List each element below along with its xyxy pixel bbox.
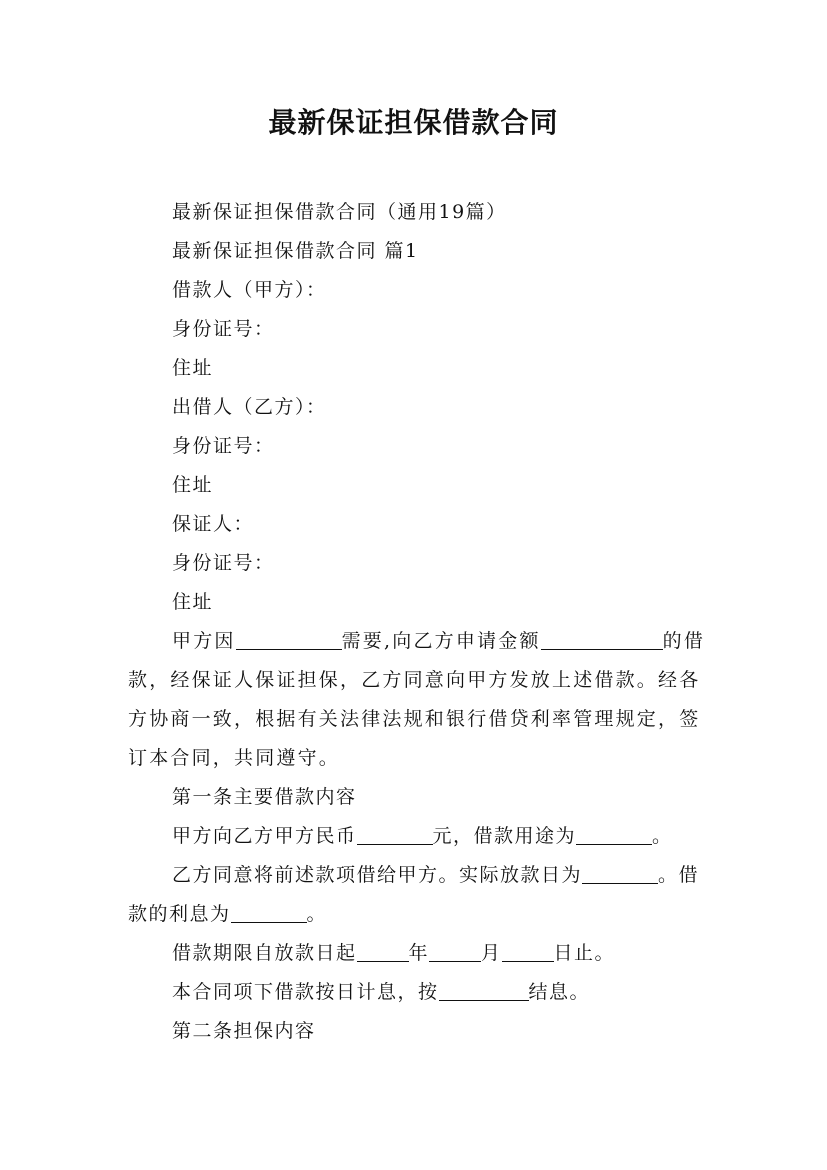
interest-blank: [231, 903, 307, 923]
term-text-3: 月: [481, 942, 502, 964]
section-heading: 最新保证担保借款合同 篇1: [172, 240, 419, 262]
amount-text-2: 元，借款用途为: [432, 825, 577, 847]
term-year-blank: [357, 942, 409, 962]
interest-paragraph: [128, 973, 718, 1012]
borrower-address-line: 住址: [172, 357, 214, 379]
disburse-text-1: 乙方同意将前述款项借给甲方。实际放款日为: [172, 864, 583, 886]
document-title: 最新保证担保借款合同: [268, 106, 559, 139]
disbursement-paragraph: [128, 856, 718, 934]
borrower-line: 借款人（甲方）：: [172, 279, 327, 301]
term-text-2: 年: [408, 942, 430, 964]
amount-paragraph: [128, 817, 718, 856]
interest-text-1: 本合同项下借款按日计息，按: [172, 981, 439, 1003]
guarantor-line: 保证人：: [172, 513, 255, 535]
amount-blank: [541, 630, 663, 650]
interest-text-2: 结息。: [528, 981, 591, 1003]
term-paragraph: [128, 934, 718, 973]
lender-address-line: 住址: [172, 474, 214, 496]
intro-text-1: 甲方因: [172, 630, 236, 652]
intro-text-2: 需要,向乙方申请金额: [341, 630, 541, 652]
principal-blank: [357, 825, 433, 845]
intro-paragraph: [128, 622, 718, 778]
purpose-blank: [236, 630, 342, 650]
loan-use-blank: [576, 825, 652, 845]
disburse-text-2: 。借款的利息为: [128, 864, 700, 925]
guarantor-id-line: 身份证号：: [172, 552, 275, 574]
term-month-blank: [429, 942, 481, 962]
lender-id-line: 身份证号：: [172, 435, 275, 457]
amount-text-3: 。: [652, 825, 673, 847]
lender-line: 出借人（乙方）：: [172, 396, 327, 418]
term-text-1: 借款期限自放款日起: [172, 942, 357, 964]
article-1-heading: 第一条主要借款内容: [172, 786, 357, 808]
amount-text-1: 甲方向乙方甲方民币: [172, 825, 357, 847]
disburse-text-3: 。: [306, 903, 328, 925]
guarantor-address-line: 住址: [172, 591, 214, 613]
disbursement-date-blank: [582, 864, 658, 884]
article-2-heading: 第二条担保内容: [172, 1020, 316, 1042]
borrower-id-line: 身份证号：: [172, 318, 275, 340]
intro-text-3: 的借款，经保证人保证担保，乙方同意向甲方发放上述借款。经各方协商一致，根据有关法律法规和银行借贷利率管理规定，签订本合同，共同遵守。: [128, 630, 706, 769]
term-text-4: 日止。: [553, 942, 616, 964]
document-body: [128, 193, 718, 1051]
settlement-blank: [439, 981, 529, 1001]
subtitle-line: 最新保证担保借款合同（通用19篇）: [172, 201, 507, 223]
term-day-blank: [502, 942, 554, 962]
